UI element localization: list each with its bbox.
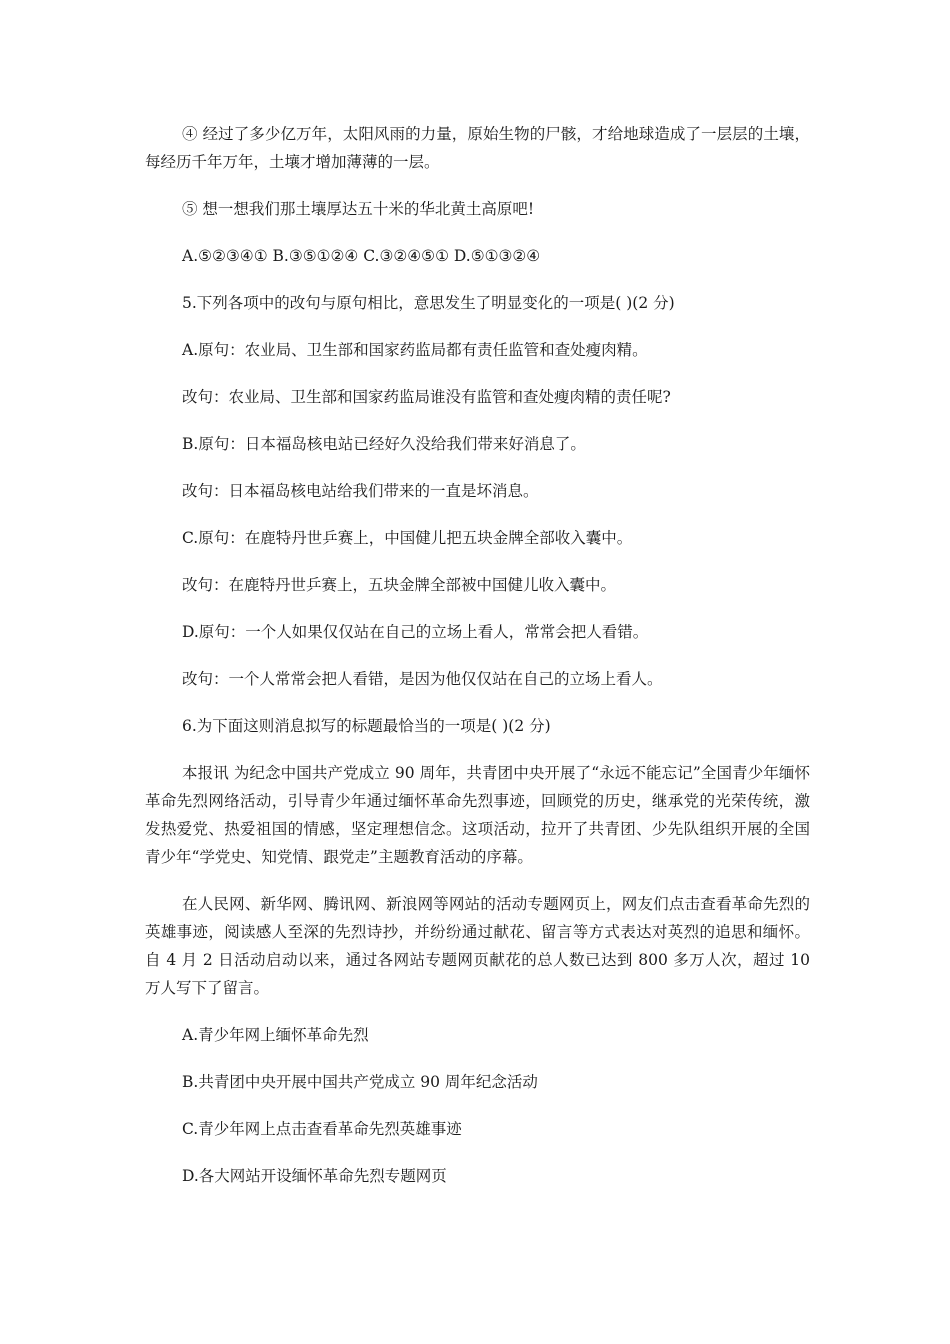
document-page bbox=[145, 120, 810, 1209]
news-paragraph-1: 本报讯 为纪念中国共产党成立 90 周年，共青团中央开展了“永远不能忘记”全国青少年缅怀革命先烈网络活动，引导青少年通过缅怀革命先烈事迹，回顾党的历史，继承党的光荣传统，激发热爱党、热爱祖国的情感，坚定理想信念。这项活动，拉开了共青团、少先队组织开展的全国青少年“学党史、知党情、跟党走”主题教育活动的序幕。 bbox=[145, 764, 810, 866]
q5-option-a-revised: 改句：农业局、卫生部和国家药监局谁没有监管和查处瘦肉精的责任呢? bbox=[182, 388, 671, 406]
paragraph-item-5: ⑤ 想一想我们那土壤厚达五十米的华北黄土高原吧! bbox=[182, 200, 535, 218]
q5-option-c-original: C.原句：在鹿特丹世乒赛上，中国健儿把五块金牌全部收入囊中。 bbox=[182, 529, 633, 547]
q5-option-d-revised: 改句：一个人常常会把人看错，是因为他仅仅站在自己的立场上看人。 bbox=[182, 670, 663, 688]
question-5-stem: 5.下列各项中的改句与原句相比，意思发生了明显变化的一项是( )(2 分) bbox=[182, 294, 675, 312]
paragraph-item-4: ④ 经过了多少亿万年，太阳风雨的力量，原始生物的尸骸，才给地球造成了一层层的土壤，每经历千年万年，土壤才增加薄薄的一层。 bbox=[145, 125, 810, 171]
q6-option-b: B.共青团中央开展中国共产党成立 90 周年纪念活动 bbox=[182, 1073, 538, 1091]
question-6-stem: 6.为下面这则消息拟写的标题最恰当的一项是( )(2 分) bbox=[182, 717, 551, 735]
q5-option-c-revised: 改句：在鹿特丹世乒赛上，五块金牌全部被中国健儿收入囊中。 bbox=[182, 576, 617, 594]
q6-option-c: C.青少年网上点击查看革命先烈英雄事迹 bbox=[182, 1120, 462, 1138]
q5-option-a-original: A.原句：农业局、卫生部和国家药监局都有责任监管和查处瘦肉精。 bbox=[182, 341, 648, 359]
q5-option-b-original: B.原句：日本福岛核电站已经好久没给我们带来好消息了。 bbox=[182, 435, 586, 453]
q6-option-a: A.青少年网上缅怀革命先烈 bbox=[182, 1026, 369, 1044]
answer-options-q4: A.⑤②③④① B.③⑤①②④ C.③②④⑤① D.⑤①③②④ bbox=[182, 247, 541, 265]
q5-option-d-original: D.原句：一个人如果仅仅站在自己的立场上看人，常常会把人看错。 bbox=[182, 623, 649, 641]
news-paragraph-2: 在人民网、新华网、腾讯网、新浪网等网站的活动专题网页上，网友们点击查看革命先烈的英雄事迹，阅读感人至深的先烈诗抄，并纷纷通过献花、留言等方式表达对英烈的追思和缅怀。自 4 月 2 日活动启动以来，通过各网站专题网页献花的总人数已达到 800 多万人次，超过 10 万人写下了留言。 bbox=[145, 895, 810, 997]
q6-option-d: D.各大网站开设缅怀革命先烈专题网页 bbox=[182, 1167, 447, 1185]
q5-option-b-revised: 改句：日本福岛核电站给我们带来的一直是坏消息。 bbox=[182, 482, 539, 500]
